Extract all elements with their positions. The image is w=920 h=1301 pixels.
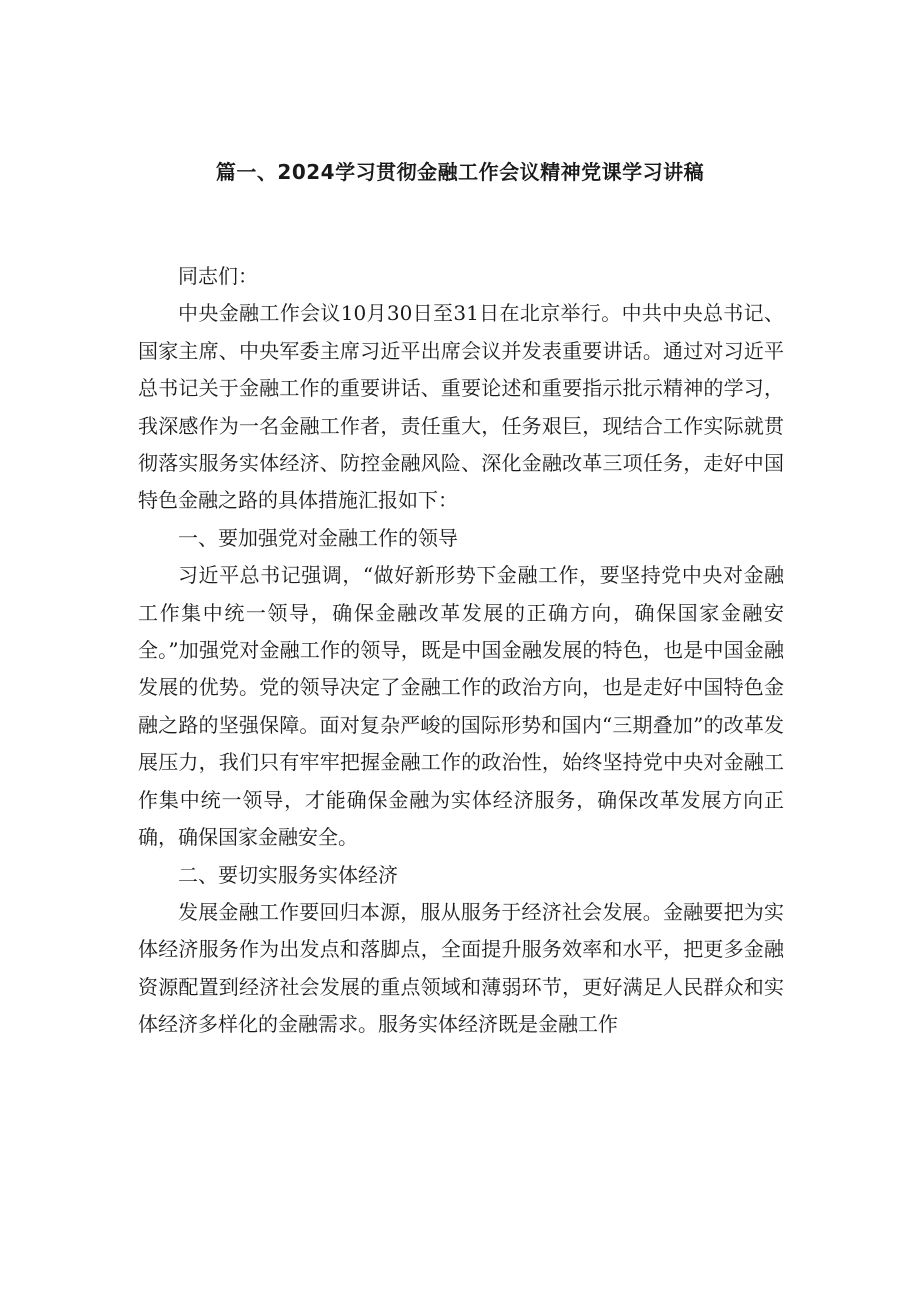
document-body (138, 258, 784, 1044)
section-body-2: 发展金融工作要回归本源，服从服务于经济社会发展。金融要把为实体经济服务作为出发点和落脚点，全面提升服务效率和水平，把更多金融资源配置到经济社会发展的重点领域和薄弱环节，更好满足人民群众和实体经济多样化的金融需求。服务实体经济既是金融工作 (138, 899, 784, 1037)
section-body-1: 习近平总书记强调，“做好新形势下金融工作，要坚持党中央对金融工作集中统一领导，确保金融改革发展的正确方向，确保国家金融安全。”加强党对金融工作的领导，既是中国金融发展的特色，也是中国金融发展的优势。党的领导决定了金融工作的政治方向，也是走好中国特色金融之路的坚强保障。面对复杂严峻的国际形势和国内“三期叠加”的改革发展压力，我们只有牢牢把握金融工作的政治性，始终坚持党中央对金融工作集中统一领导，才能确保金融为实体经济服务，确保改革发展方向正确，确保国家金融安全。 (138, 563, 784, 850)
document-title: 篇一、2024学习贯彻金融工作会议精神党课学习讲稿 (215, 160, 705, 184)
intro-paragraph: 中央金融工作会议10月30日至31日在北京举行。中共中央总书记、国家主席、中央军委主席习近平出席会议并发表重要讲话。通过对习近平总书记关于金融工作的重要讲话、重要论述和重要指示批示精神的学习，我深感作为一名金融工作者，责任重大，任务艰巨，现结合工作实际就贯彻落实服务实体经济、防控金融风险、深化金融改革三项任务，走好中国特色金融之路的具体措施汇报如下： (138, 301, 784, 513)
section-heading-1: 一、要加强党对金融工作的领导 (178, 525, 458, 550)
salutation: 同志们： (178, 264, 258, 288)
section-heading-2: 二、要切实服务实体经济 (178, 862, 398, 887)
